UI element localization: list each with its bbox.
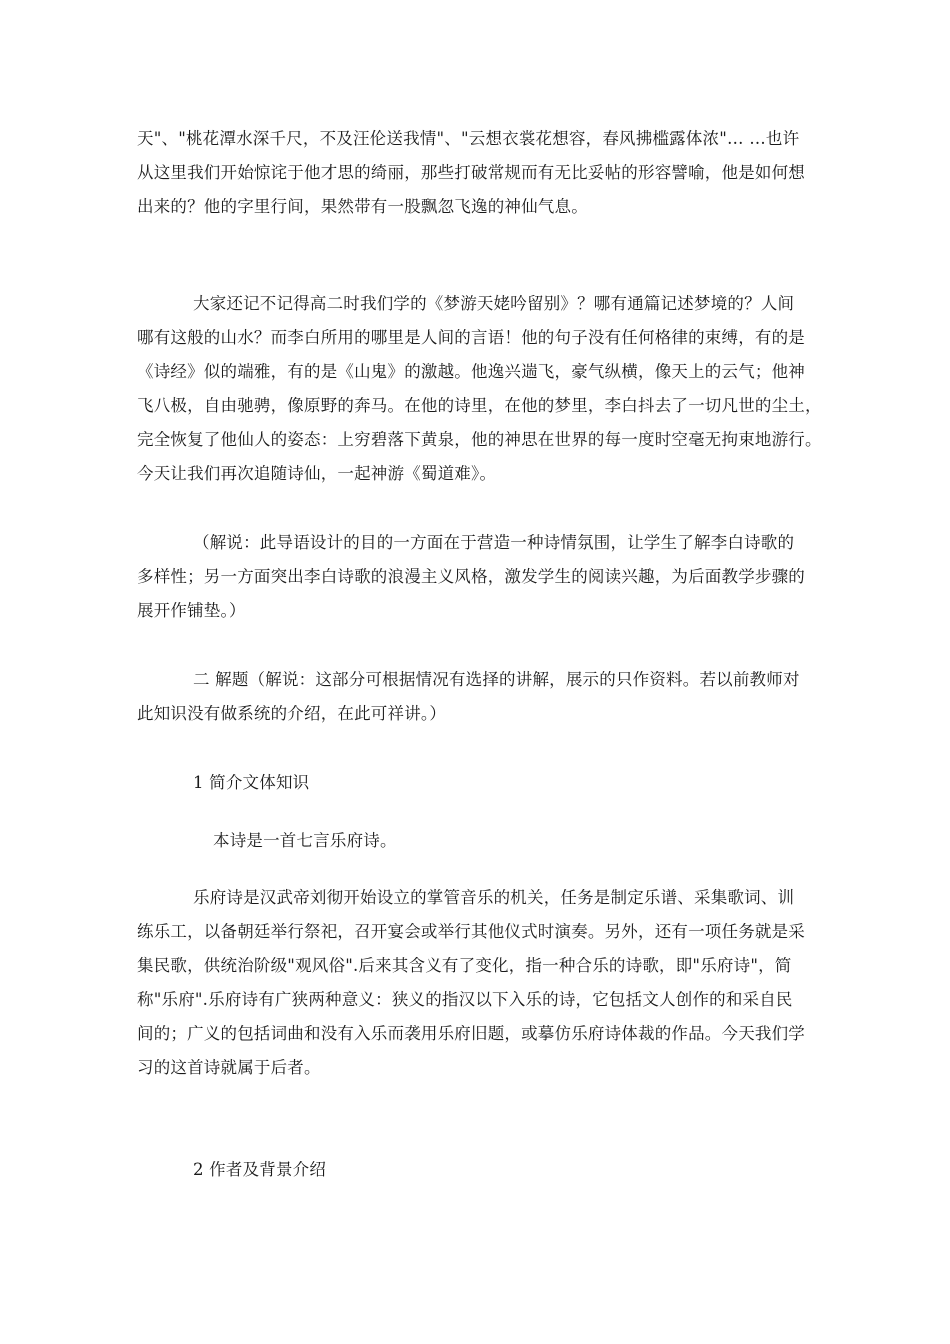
text-line: （解说：此导语设计的目的一方面在于营造一种诗情氛围，让学生了解李白诗歌的: [193, 533, 795, 552]
paragraph-commentary-intro: [137, 526, 827, 628]
text-line: 二 解题（解说：这部分可根据情况有选择的讲解，展示的只作资料。若以前教师对: [193, 670, 800, 689]
text-line: 哪有这般的山水？而李白所用的哪里是人间的言语！他的句子没有任何格律的束缚，有的是: [137, 328, 805, 347]
text-line: 间的；广义的包括词曲和没有入乐而袭用乐府旧题，或摹仿乐府诗体裁的作品。今天我们学: [137, 1024, 805, 1043]
text-line: 习的这首诗就属于后者。: [137, 1058, 321, 1077]
paragraph-li-bai-quotes: [137, 122, 827, 224]
text-line: 今天让我们再次追随诗仙，一起神游《蜀道难》。: [137, 464, 497, 483]
text-line: 本诗是一首七言乐府诗。: [213, 831, 397, 850]
text-line: 此知识没有做系统的介绍，在此可祥讲。）: [137, 704, 447, 723]
subsection-heading-genre: [137, 766, 827, 800]
text-line: 集民歌，供统治阶级"观风俗".后来其含义有了变化，指一种合乐的诗歌，即"乐府诗"，简: [137, 956, 792, 975]
subsection-heading-author: [137, 1153, 827, 1187]
text-line: 天"、"桃花潭水深千尺，不及汪伦送我情"、"云想衣裳花想容，春风拂槛露体浓"… …也许: [137, 129, 800, 148]
text-line: 多样性；另一方面突出李白诗歌的浪漫主义风格，激发学生的阅读兴趣，为后面教学步骤的: [137, 567, 805, 586]
text-line: 《诗经》似的端雅，有的是《山鬼》的激越。他逸兴遄飞，豪气纵横，像天上的云气；他神: [137, 362, 805, 381]
section-heading-title-explanation: [137, 663, 827, 731]
text-line: 完全恢复了他仙人的姿态：上穷碧落下黄泉，他的神思在世界的每一度时空毫无拘束地游行。: [137, 430, 822, 449]
text-line: 2 作者及背景介绍: [193, 1160, 327, 1179]
text-line: 称"乐府".乐府诗有广狭两种意义：狭义的指汉以下入乐的诗，它包括文人创作的和采自民: [137, 990, 793, 1009]
text-line: 出来的？他的字里行间，果然带有一股飘忽飞逸的神仙气息。: [137, 197, 588, 216]
text-line: 练乐工，以备朝廷举行祭祀，召开宴会或举行其他仪式时演奏。另外，还有一项任务就是采: [137, 922, 805, 941]
paragraph-dream-poem: [137, 287, 827, 491]
text-line: 飞八极，自由驰骋，像原野的奔马。在他的诗里，在他的梦里，李白抖去了一切凡世的尘土，: [137, 396, 822, 415]
paragraph-yuefu-explanation: [137, 881, 827, 1085]
text-line: 从这里我们开始惊诧于他才思的绮丽，那些打破常规而有无比妥帖的形容譬喻，他是如何想: [137, 163, 805, 182]
text-line: 展开作铺垫。）: [137, 601, 246, 620]
text-line: 大家还记不记得高二时我们学的《梦游天姥吟留别》？哪有通篇记述梦境的？人间: [193, 294, 795, 313]
text-line: 1 简介文体知识: [193, 773, 310, 792]
paragraph-poem-type: [137, 824, 827, 858]
text-line: 乐府诗是汉武帝刘彻开始设立的掌管音乐的机关，任务是制定乐谱、采集歌词、训: [193, 888, 795, 907]
